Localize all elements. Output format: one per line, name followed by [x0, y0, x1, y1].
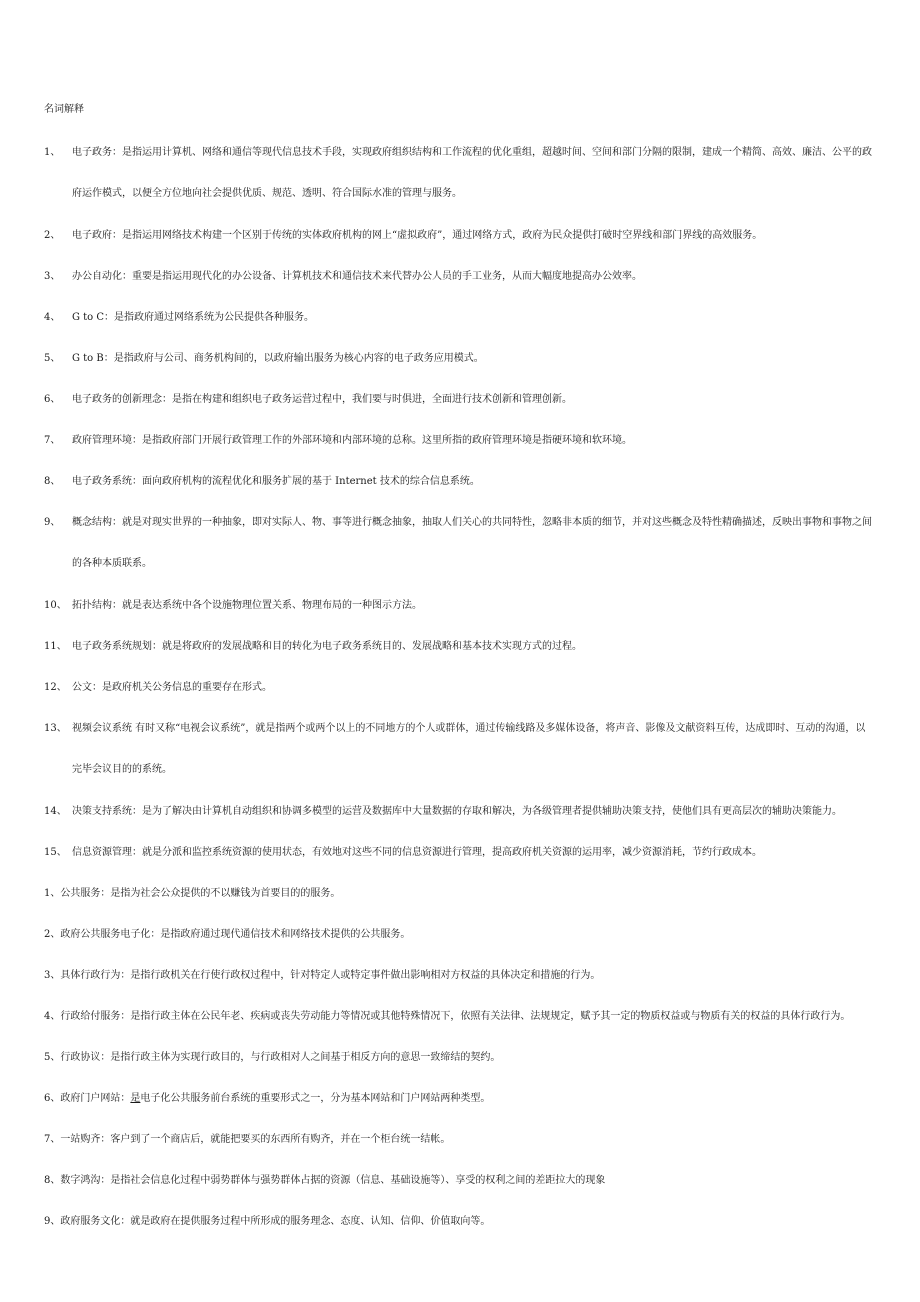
item-text: G to B：是指政府与公司、商务机构间的，以政府输出服务为核心内容的电子政务应用模式。 — [72, 353, 484, 364]
item-number: 14、 — [44, 806, 67, 817]
item-text: 视频会议系统 有时又称“电视会议系统”，就是指两个或两个以上的不同地方的个人或群体，通过传输线路及多媒体设备，将声音、影像及文献资料互传，达成即时、互动的沟通，以 — [72, 723, 866, 734]
item-number: 2、 — [44, 230, 61, 241]
item-number: 3、 — [44, 271, 61, 282]
item-text-continued: 的各种本质联系。 — [72, 558, 152, 569]
item-text: 4、行政给付服务：是指行政主体在公民年老、疾病或丧失劳动能力等情况或其他特殊情况下，依照有关法律、法规规定，赋予其一定的物质权益或与物质有关的权益的具体行政行为。 — [44, 1011, 851, 1022]
item-text-continued: 完毕会议目的的系统。 — [72, 764, 172, 775]
item-text: 2、政府公共服务电子化：是指政府通过现代通信技术和网络技术提供的公共服务。 — [44, 929, 411, 940]
item-number: 6、 — [44, 394, 61, 405]
item-text: 电子政务系统规划：就是将政府的发展战略和目的转化为电子政务系统目的、发展战略和基本技术实现方式的过程。 — [72, 641, 582, 652]
item-text: 信息资源管理：就是分派和监控系统资源的使用状态，有效地对这些不同的信息资源进行管理，提高政府机关资源的运用率，减少资源消耗，节约行政成本。 — [72, 847, 762, 858]
item-number: 4、 — [44, 312, 61, 323]
item-text — [44, 1092, 490, 1106]
item-text: 办公自动化：重要是指运用现代化的办公设备、计算机技术和通信技术来代替办公人员的手工业务，从而大幅度地提高办公效率。 — [72, 271, 642, 282]
item-text: 公文：是政府机关公务信息的重要存在形式。 — [72, 682, 272, 693]
item-text-continued: 府运作模式，以便全方位地向社会提供优质、规范、透明、符合国际水准的管理与服务。 — [72, 188, 462, 199]
item-text-lead: 6、政府门户网站： — [44, 1093, 131, 1104]
item-text: 9、政府服务文化：就是政府在提供服务过程中所形成的服务理念、态度、认知、信仰、价值取向等。 — [44, 1216, 491, 1227]
item-number: 5、 — [44, 353, 61, 364]
item-text: 3、具体行政行为：是指行政机关在行使行政权过程中，针对特定人或特定事件做出影响相对方权益的具体决定和措施的行为。 — [44, 970, 601, 981]
item-text: 电子政务系统：面向政府机构的流程优化和服务扩展的基于 Internet 技术的综合信息系统。 — [72, 476, 480, 487]
item-text: 5、行政协议：是指行政主体为实现行政目的，与行政相对人之间基于相反方向的意思一致缔结的契约。 — [44, 1052, 501, 1063]
item-number: 13、 — [44, 723, 67, 734]
item-number: 9、 — [44, 517, 61, 528]
item-text: 电子政务：是指运用计算机、网络和通信等现代信息技术手段，实现政府组织结构和工作流程的优化重组，超越时间、空间和部门分隔的限制，建成一个精简、高效、廉洁、公平的政 — [72, 147, 872, 158]
item-text: 决策支持系统：是为了解决由计算机自动组织和协调多模型的运营及数据库中大量数据的存取和解决，为各级管理者提供辅助决策支持，使他们具有更高层次的辅助决策能力。 — [72, 806, 842, 817]
item-text: 8、数字鸿沟：是指社会信息化过程中弱势群体与强势群体占据的资源（信息、基础设施等）、享受的权利之间的差距拉大的现象 — [44, 1175, 606, 1186]
item-number: 11、 — [44, 641, 67, 652]
item-text: 政府管理环境：是指政府部门开展行政管理工作的外部环境和内部环境的总称。这里所指的政府管理环境是指硬环境和软环境。 — [72, 435, 632, 446]
page-title: 名词解释 — [44, 104, 84, 115]
item-text: 概念结构：就是对现实世界的一种抽象，即对实际人、物、事等进行概念抽象，抽取人们关心的共同特性，忽略非本质的细节，并对这些概念及特性精确描述，反映出事物和事物之间 — [72, 517, 872, 528]
item-text: G to C：是指政府通过网络系统为公民提供各种服务。 — [72, 312, 315, 323]
item-number: 15、 — [44, 847, 67, 858]
item-text: 1、公共服务：是指为社会公众提供的不以赚钱为首要目的的服务。 — [44, 888, 341, 899]
item-text-rest: 电子化公共服务前台系统的重要形式之一，分为基本网站和门户网站两种类型。 — [140, 1093, 491, 1104]
item-text: 7、一站购齐：客户到了一个商店后，就能把要买的东西所有购齐，并在一个柜台统一结帐。 — [44, 1134, 451, 1145]
item-text: 拓扑结构：就是表达系统中各个设施物理位置关系、物理布局的一种图示方法。 — [72, 600, 422, 611]
underlined-word: 是 — [130, 1093, 141, 1104]
item-number: 12、 — [44, 682, 67, 693]
item-number: 10、 — [44, 600, 67, 611]
item-number: 8、 — [44, 476, 61, 487]
item-text: 电子政务的创新理念：是指在构建和组织电子政务运营过程中，我们要与时俱进，全面进行技术创新和管理创新。 — [72, 394, 572, 405]
item-text: 电子政府：是指运用网络技术构建一个区别于传统的实体政府机构的网上“虚拟政府”，通过网络方式，政府为民众提供打破时空界线和部门界线的高效服务。 — [72, 230, 763, 241]
item-number: 1、 — [44, 147, 61, 158]
item-number: 7、 — [44, 435, 61, 446]
